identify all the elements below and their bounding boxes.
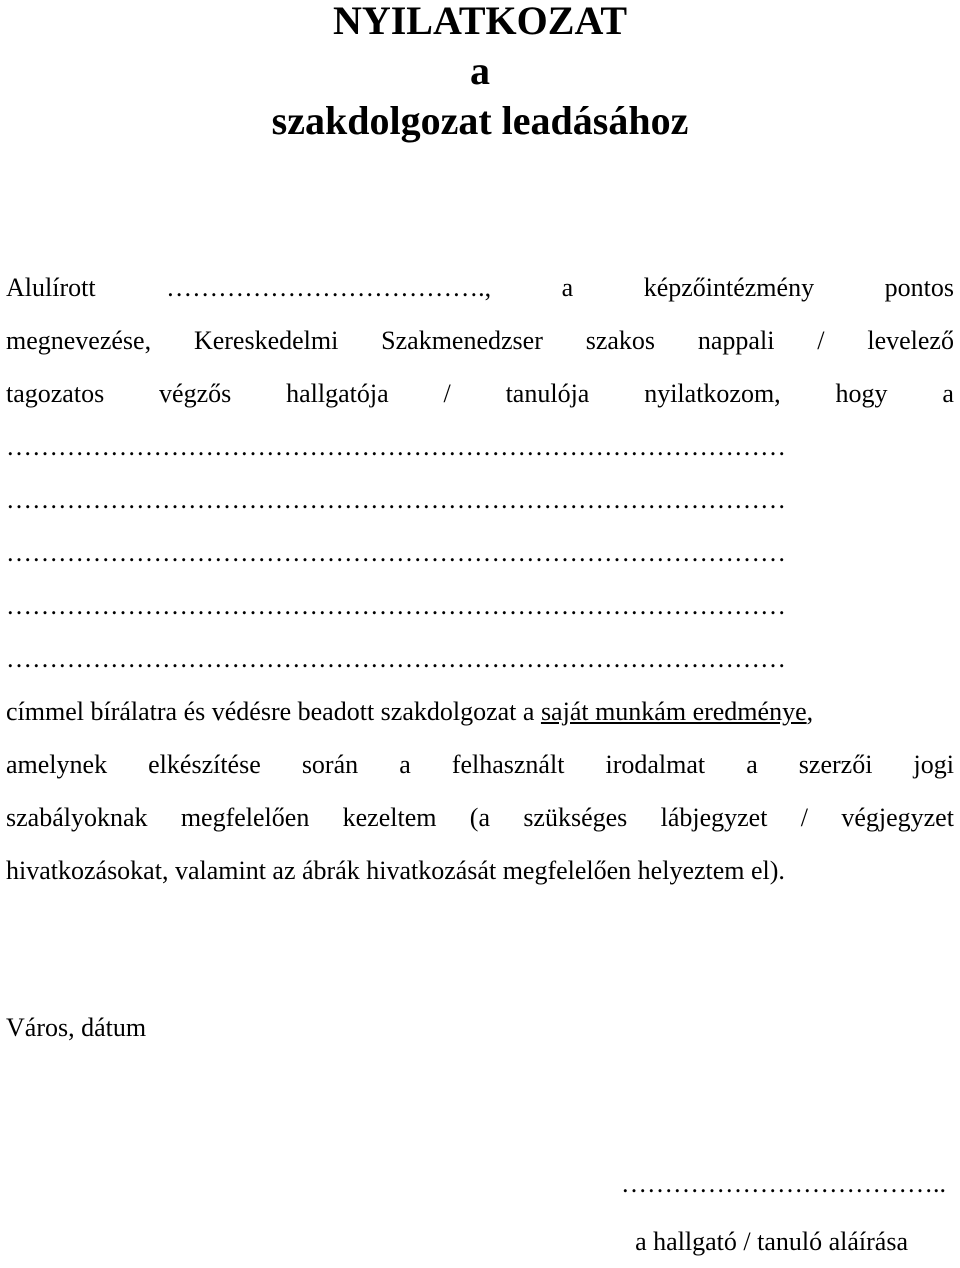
thesis-title-blank-3: ………………………………………………………………………………	[6, 538, 786, 567]
title-main: NYILATKOZAT	[332, 0, 628, 43]
declaration-paragraph-1	[6, 261, 954, 685]
paragraph1-line-3: tagozatos végzős hallgatója / tanulója nyilatkozom, hogy a	[6, 379, 954, 408]
signature-blank: ………………………………..	[621, 1169, 946, 1198]
paragraph2-line-4: hivatkozásokat, valamint az ábrák hivatkozását megfelelően helyeztem el).	[6, 856, 785, 885]
paragraph2-line-3: szabályoknak megfelelően kezeltem (a szükséges lábjegyzet / végjegyzet	[6, 803, 954, 832]
paragraph1-line-1: Alulírott ………………………………., a képzőintézmény pontos	[6, 261, 954, 314]
own-work-emphasis: saját munkám eredménye	[540, 697, 807, 726]
title-subject: szakdolgozat leadásához	[271, 98, 689, 143]
paragraph2-line-1: címmel bírálatra és védésre beadott szakdolgozat a saját munkám eredménye,	[6, 697, 814, 726]
declaration-paragraph-2	[6, 685, 954, 897]
thesis-title-blank-4: ………………………………………………………………………………	[6, 591, 786, 620]
place-date-label: Város, dátum	[6, 1013, 147, 1042]
name-blank: ……………………………….,	[166, 273, 492, 302]
thesis-title-blank-2: ………………………………………………………………………………	[6, 485, 786, 514]
paragraph1-line-2: megnevezése, Kereskedelmi Szakmenedzser szakos nappali / levelező	[6, 326, 954, 355]
title-connector: a	[470, 48, 490, 93]
signature-label: a hallgató / tanuló aláírása	[635, 1227, 908, 1256]
paragraph2-line-2: amelynek elkészítése során a felhasznált irodalmat a szerzői jogi	[6, 750, 954, 779]
thesis-title-blank-5: ………………………………………………………………………………	[6, 644, 786, 673]
thesis-title-blank-1: ………………………………………………………………………………	[6, 432, 786, 461]
